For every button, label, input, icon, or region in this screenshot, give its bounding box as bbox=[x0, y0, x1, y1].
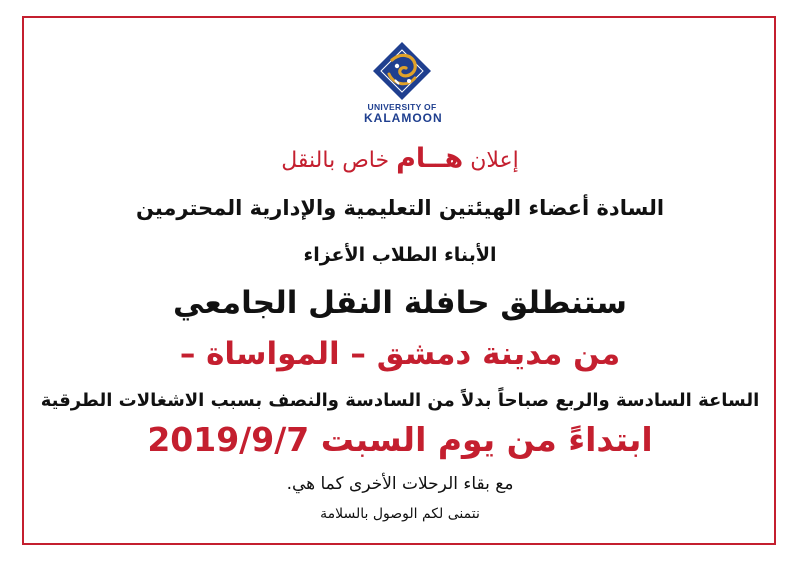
greeting-students: الأبناء الطلاب الأعزاء bbox=[303, 244, 497, 266]
greeting-staff: السادة أعضاء الهيئتين التعليمية والإدارية المحترمين bbox=[135, 196, 665, 220]
effective-date: ابتداءً من يوم السبت 2019/9/7 bbox=[147, 420, 653, 459]
heading-important: هــام bbox=[396, 143, 464, 174]
university-logo bbox=[364, 40, 443, 125]
heading-end: خاص بالنقل bbox=[281, 148, 390, 173]
departure-line: ستنطلق حافلة النقل الجامعي bbox=[173, 285, 627, 321]
logo-text-university-of: UNIVERSITY OF bbox=[367, 102, 437, 112]
heading-start: إعلان bbox=[470, 148, 519, 173]
university-emblem-icon bbox=[371, 40, 433, 102]
route-line: من مدينة دمشق – المواساة – bbox=[179, 336, 621, 372]
time-note: الساعة السادسة والربع صباحاً بدلاً من السادسة والنصف بسبب الاشغالات الطرقية bbox=[40, 390, 760, 411]
logo-text-kalamoon: KALAMOON bbox=[364, 111, 443, 125]
other-trips-note: مع بقاء الرحلات الأخرى كما هي. bbox=[286, 474, 514, 494]
closing-line: نتمنى لكم الوصول بالسلامة bbox=[320, 506, 480, 522]
announcement-heading bbox=[0, 143, 800, 174]
